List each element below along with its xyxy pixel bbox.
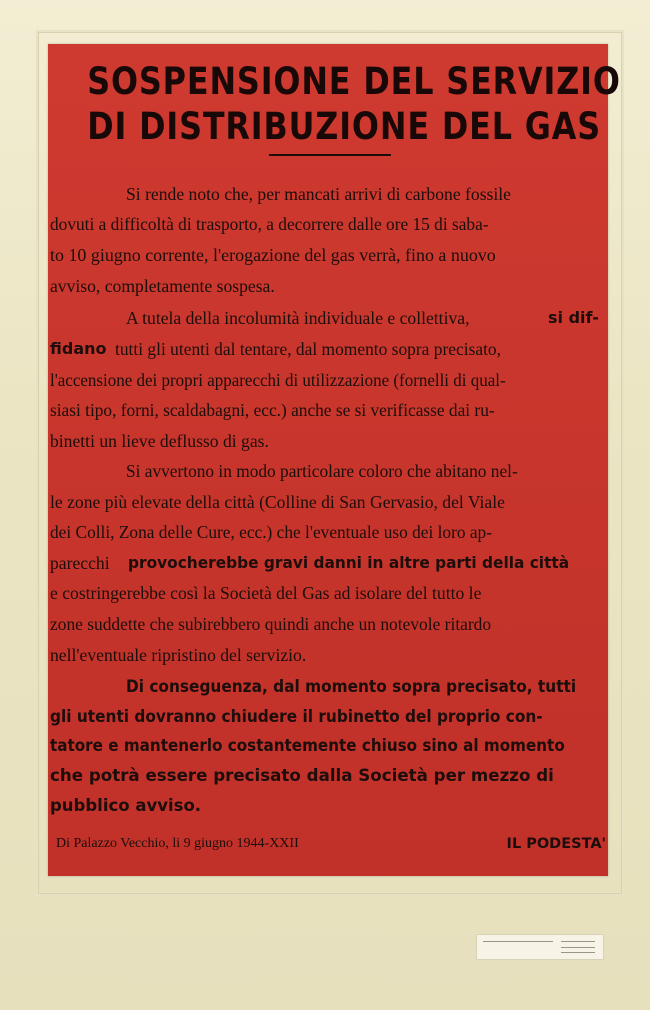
text-line: to 10 giugno corrente, l'erogazione del gas verrà, fino a nuovo [50, 245, 496, 265]
text-line: nell'eventuale ripristino del servizio. [50, 645, 307, 665]
emphasis-text: pubblico avviso. [50, 796, 202, 815]
emphasis-text: gli utenti dovranno chiudere il rubinetto del proprio con- [50, 707, 543, 726]
text-line: e costringerebbe così la Società del Gas ad isolare del tutto le [50, 583, 482, 603]
emphasis-text: provocherebbe gravi danni in altre parti della città [128, 553, 570, 572]
text-line: avviso, completamente sospesa. [50, 276, 275, 296]
museum-label-card [476, 934, 604, 960]
signature: IL PODESTA' [506, 836, 606, 852]
title-underline [269, 154, 391, 156]
emphasis-text: fidano [50, 339, 107, 358]
text-line: tutti gli utenti dal tentare, dal momento sopra precisato, [115, 339, 501, 359]
text-line: Si avvertono in modo particolare coloro che abitano nel- [126, 461, 518, 481]
poster-title-line-1: SOSPENSIONE DEL SERVIZIO [87, 60, 621, 103]
text-line: dei Colli, Zona delle Cure, ecc.) che l'eventuale uso dei loro ap- [50, 522, 492, 542]
text-line: l'accensione dei propri apparecchi di utilizzazione (fornelli di qual- [50, 370, 506, 390]
emphasis-text: tatore e mantenerlo costantemente chiuso sino al momento [50, 736, 565, 755]
emphasis-text: Di conseguenza, dal momento sopra precisato, tutti [126, 677, 577, 696]
label-line [561, 952, 595, 953]
place-date: Di Palazzo Vecchio, li 9 giugno 1944-XXII [56, 836, 299, 851]
emphasis-text: che potrà essere precisato dalla Società per mezzo di [50, 766, 554, 785]
text-line: zone suddette che subirebbero quindi anche un notevole ritardo [50, 614, 492, 634]
emphasis-text: si dif- [548, 308, 599, 327]
label-line [561, 947, 595, 948]
text-line: siasi tipo, forni, scaldabagni, ecc.) anche se si verificasse dai ru- [50, 400, 495, 420]
poster-title-line-2: DI DISTRIBUZIONE DEL GAS [87, 105, 602, 148]
text-line: parecchi [50, 553, 110, 573]
poster [48, 44, 621, 876]
text-line: A tutela della incolumità individuale e collettiva, [126, 308, 470, 328]
label-line [483, 941, 553, 942]
text-line: binetti un lieve deflusso di gas. [50, 431, 269, 451]
text-line: le zone più elevate della città (Colline di San Gervasio, del Viale [50, 492, 505, 512]
label-line [561, 941, 595, 942]
text-line: Si rende noto che, per mancati arrivi di carbone fossile [126, 184, 511, 204]
text-line: dovuti a difficoltà di trasporto, a decorrere dalle ore 15 di saba- [50, 214, 489, 234]
